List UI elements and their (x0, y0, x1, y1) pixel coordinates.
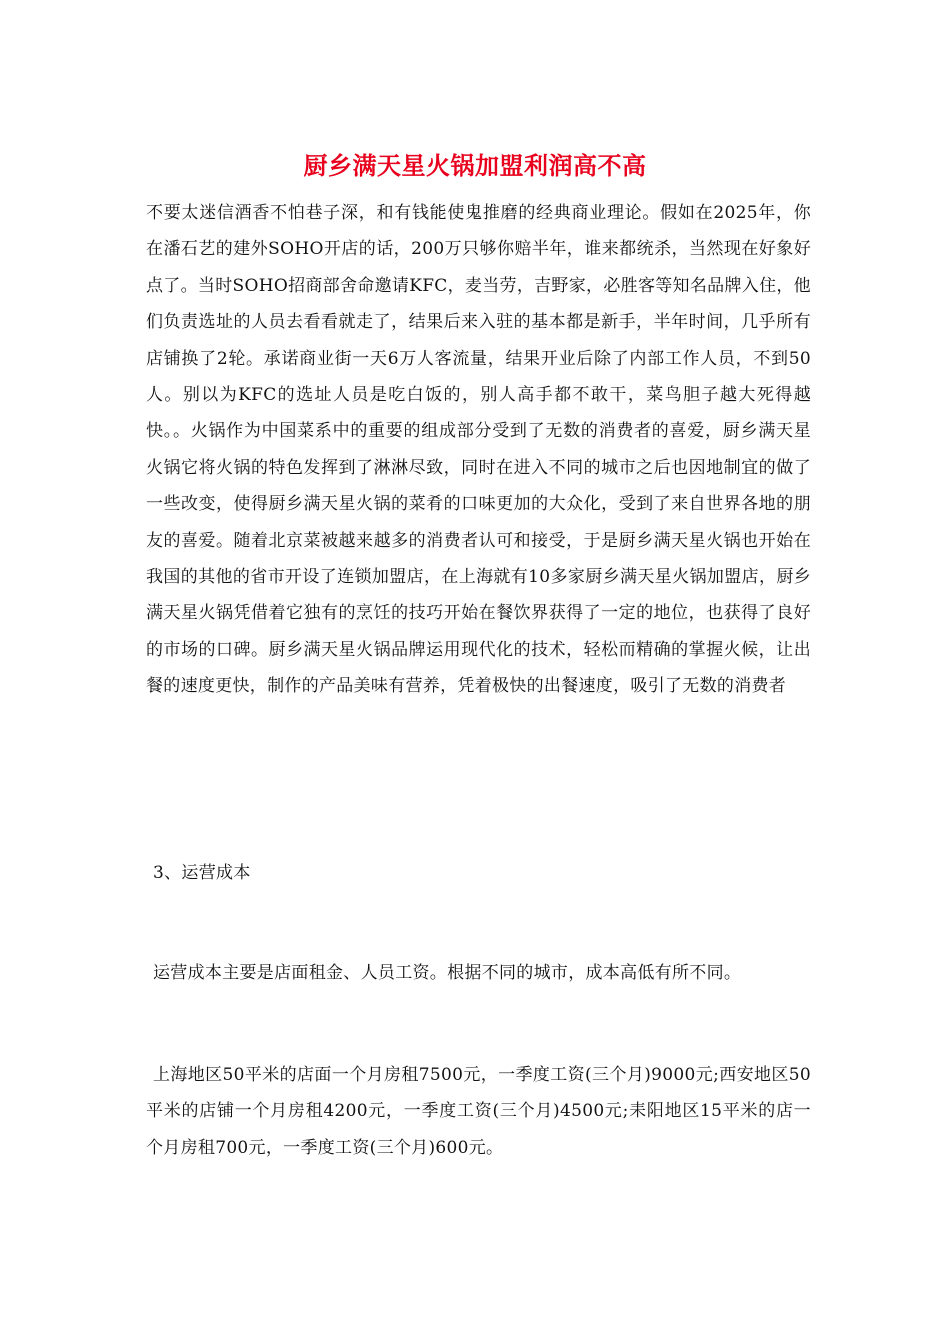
body-paragraph-cost-details: 上海地区50平米的店面一个月房租7500元，一季度工资(三个月)9000元;西安地区50平米的店铺一个月房租4200元，一季度工资(三个月)4500元;耒阳地区15平米的店一个月房租700元，一季度工资(三个月)600元。 (146, 1065, 811, 1158)
body-paragraph-cost-summary: 运营成本主要是店面租金、人员工资。根据不同的城市，成本高低有所不同。 (153, 963, 742, 983)
document-title: 厨乡满天星火锅加盟利润高不高 (303, 151, 647, 180)
body-paragraph-intro: 不要太迷信酒香不怕巷子深，和有钱能使鬼推磨的经典商业理论。假如在2025年，你在潘石艺的建外SOHO开店的话，200万只够你赔半年，谁来都统杀，当然现在好象好点了。当时SOHO招商部舍命邀请KFC，麦当劳，吉野家，必胜客等知名品牌入住，他们负责选址的人员去看看就走了，结果后来入驻的基本都是新手，半年时间，几乎所有店铺换了2轮。承诺商业街一天6万人客流量，结果开业后除了内部工作人员，不到50人。别以为KFC的选址人员是吃白饭的，别人高手都不敢干，菜鸟胆子越大死得越快。。火锅作为中国菜系中的重要的组成部分受到了无数的消费者的喜爱，厨乡满天星火锅它将火锅的特色发挥到了淋淋尽致，同时在进入不同的城市之后也因地制宜的做了一些改变，使得厨乡满天星火锅的菜肴的口味更加的大众化，受到了来自世界各地的朋友的喜爱。随着北京菜被越来越多的消费者认可和接受，于是厨乡满天星火锅也开始在我国的其他的省市开设了连锁加盟店，在上海就有10多家厨乡满天星火锅加盟店，厨乡满天星火锅凭借着它独有的烹饪的技巧开始在餐饮界获得了一定的地位，也获得了良好的市场的口碑。厨乡满天星火锅品牌运用现代化的技术，轻松而精确的掌握火候，让出餐的速度更快，制作的产品美味有营养，凭着极快的出餐速度，吸引了无数的消费者 (146, 203, 811, 697)
section-heading-operating-cost: 3、运营成本 (153, 863, 251, 883)
